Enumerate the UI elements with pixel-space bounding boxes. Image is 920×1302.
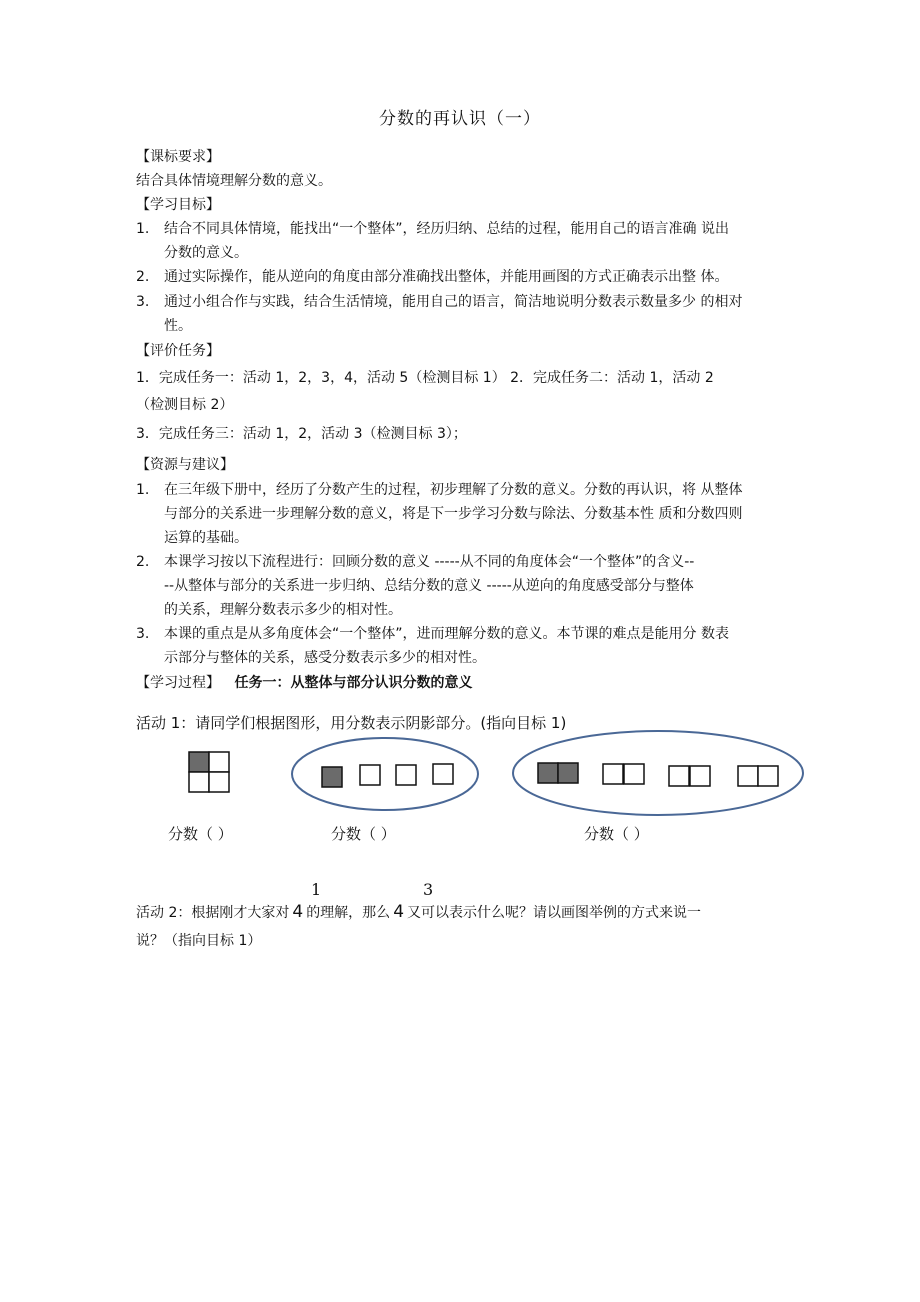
square xyxy=(624,764,644,784)
goal-1-line-1: 结合不同具体情境，能找出“一个整体”，经历归纳、总结的过程，能用自己的语言准确 说出 xyxy=(164,221,729,237)
resource-1-line-3: 运算的基础。 xyxy=(164,530,248,546)
grid-cell xyxy=(209,752,229,772)
square xyxy=(690,766,710,786)
eval-3-line-1: 3．完成任务三：活动 1，2，活动 3（检测目标 3）； xyxy=(136,426,467,442)
activity-2-text-b: 的理解，那么 xyxy=(306,905,391,921)
goal-3-number: 3. xyxy=(136,294,150,310)
resource-2-line-2: --从整体与部分的关系进一步归纳、总结分数的意义 -----从逆向的角度感受部分与整体 xyxy=(164,578,694,594)
resource-1-line-1: 在三年级下册中，经历了分数产生的过程，初步理解了分数的意义。分数的再认识，将 从整体 xyxy=(164,482,743,498)
curriculum-header: 【课标要求】 xyxy=(136,149,220,165)
figure-ellipse-four-squares xyxy=(292,738,478,810)
resource-1-line-2: 与部分的关系进一步理解分数的意义，将是下一步学习分数与除法、分数基本性 质和分数四则 xyxy=(164,506,743,522)
goal-1-number: 1. xyxy=(136,221,150,237)
grid-cell xyxy=(189,772,209,792)
task-1-title: 任务一：从整体与部分认识分数的意义 xyxy=(234,675,473,691)
resource-header: 【资源与建议】 xyxy=(136,457,234,473)
activity-2-line-1 xyxy=(136,902,701,922)
fraction-answer-2: 分数（ ） xyxy=(331,825,396,843)
square-shaded xyxy=(322,767,342,787)
activity-2-text-c: 又可以表示什么呢？请以画图举例的方式来说一 xyxy=(407,905,702,921)
fraction-answer-3: 分数（ ） xyxy=(584,825,649,843)
process-header: 【学习过程】 xyxy=(136,675,220,691)
activity-2-text-a: 活动 2：根据刚才大家对 xyxy=(136,905,290,921)
goal-3-line-1: 通过小组合作与实践，结合生活情境，能用自己的语言，简洁地说明分数表示数量多少 的相对 xyxy=(164,294,743,310)
activity-2-line-2: 说？（指向目标 1） xyxy=(136,933,262,949)
square xyxy=(433,764,453,784)
goal-1-line-2: 分数的意义。 xyxy=(164,245,248,261)
eval-header: 【评价任务】 xyxy=(136,343,220,359)
resource-3-line-1: 本课的重点是从多角度体会“一个整体”，进而理解分数的意义。本节课的难点是能用分 数表 xyxy=(164,626,729,642)
figure-grid-quarter xyxy=(189,752,229,792)
curriculum-text: 结合具体情境理解分数的意义。 xyxy=(136,173,332,189)
fraction-2-numerator: 3 xyxy=(423,880,434,899)
goal-2-number: 2. xyxy=(136,269,150,285)
fraction-1-numerator: 1 xyxy=(311,880,322,899)
goal-3-line-2: 性。 xyxy=(164,318,192,334)
square xyxy=(603,764,623,784)
fraction-1-denominator: 4 xyxy=(292,902,304,922)
resource-2-line-1: 本课学习按以下流程进行：回顾分数的意义 -----从不同的角度体会“一个整体”的含义-- xyxy=(164,554,695,570)
resource-2-line-3: 的关系，理解分数表示多少的相对性。 xyxy=(164,602,402,618)
square-shaded xyxy=(558,763,578,783)
goals-header: 【学习目标】 xyxy=(136,197,220,213)
square xyxy=(396,765,416,785)
figure-ellipse-four-pairs xyxy=(513,731,803,815)
page-title: 分数的再认识（一） xyxy=(379,109,541,129)
square xyxy=(758,766,778,786)
square xyxy=(360,765,380,785)
grid-cell xyxy=(209,772,229,792)
resource-3-line-2: 示部分与整体的关系，感受分数表示多少的相对性。 xyxy=(164,650,486,666)
fraction-2-denominator: 4 xyxy=(393,902,405,922)
activity-1-instruction: 活动 1：请同学们根据图形，用分数表示阴影部分。(指向目标 1) xyxy=(136,714,567,732)
grid-cell-shaded xyxy=(189,752,209,772)
resource-2-number: 2. xyxy=(136,554,150,570)
square xyxy=(669,766,689,786)
goal-2-line-1: 通过实际操作，能从逆向的角度由部分准确找出整体，并能用画图的方式正确表示出整 体。 xyxy=(164,269,729,285)
fraction-answer-1: 分数（ ） xyxy=(168,825,233,843)
square-shaded xyxy=(538,763,558,783)
eval-1-line-2: （检测目标 2） xyxy=(136,397,234,413)
square xyxy=(738,766,758,786)
resource-1-number: 1. xyxy=(136,482,150,498)
resource-3-number: 3. xyxy=(136,626,150,642)
eval-1-line-1: 1．完成任务一：活动 1，2，3，4，活动 5（检测目标 1） 2．完成任务二：活动 1，活动 2 xyxy=(136,370,714,386)
